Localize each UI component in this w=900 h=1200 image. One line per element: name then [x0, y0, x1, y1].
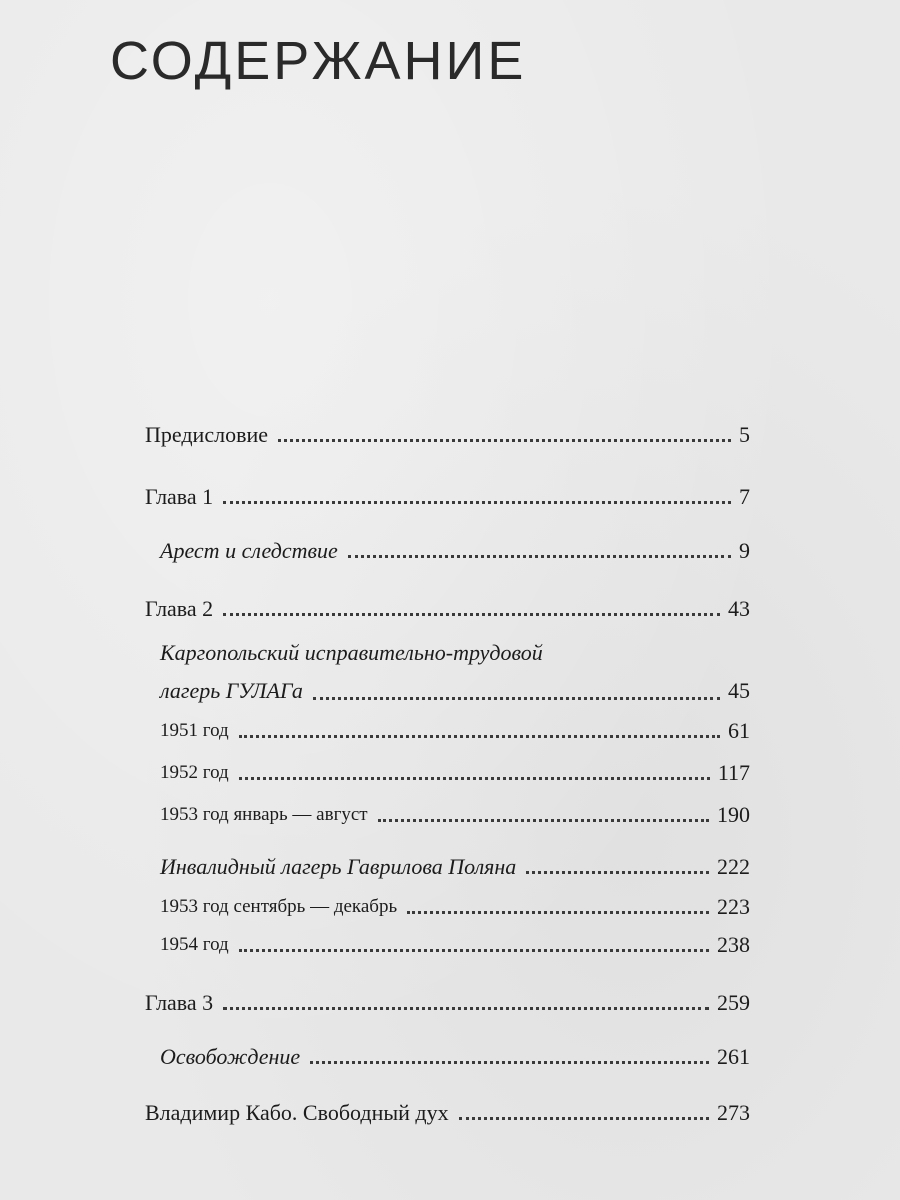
toc-entry-label: 1952 год	[160, 762, 229, 783]
toc-entry-liberation[interactable]	[160, 1034, 750, 1070]
toc-page-number: 273	[717, 1100, 750, 1125]
page-title: СОДЕРЖАНИЕ	[110, 31, 527, 91]
toc-entry-label-line2: лагерь ГУЛАГа	[160, 678, 303, 703]
toc-entry-kargopol[interactable]	[160, 638, 750, 706]
toc-entry-label: Глава 2	[145, 596, 214, 621]
dot-leader	[348, 555, 731, 558]
toc-entry-label-line1: Каргопольский исправительно-трудовой	[160, 640, 543, 665]
toc-entry-chapter-2[interactable]	[145, 586, 750, 622]
toc-entry-preface[interactable]	[145, 412, 750, 448]
toc-page-number: 222	[717, 854, 750, 879]
toc-entry-label: Арест и следствие	[160, 538, 338, 563]
toc-page-number: 45	[728, 678, 750, 703]
toc-entry-kabo[interactable]	[145, 1090, 750, 1126]
toc-entry-1953-sep-dec[interactable]	[160, 884, 750, 920]
toc-entry-label: Глава 1	[145, 484, 214, 509]
toc-page-number: 261	[717, 1044, 750, 1069]
toc-entry-1954[interactable]	[160, 922, 750, 958]
toc-page-number: 190	[717, 802, 750, 827]
toc-entry-gavrilova-polyana[interactable]	[160, 844, 750, 880]
dot-leader	[223, 501, 731, 504]
toc-entry-1951[interactable]	[160, 708, 750, 744]
toc-entry-1953-jan-aug[interactable]	[160, 792, 750, 828]
toc-page-number: 9	[739, 538, 750, 563]
toc-entry-chapter-1[interactable]	[145, 474, 750, 510]
dot-leader	[407, 911, 709, 914]
dot-leader	[223, 1007, 709, 1010]
toc-page-number: 43	[728, 596, 750, 621]
dot-leader	[378, 819, 709, 822]
toc-page-number: 223	[717, 894, 750, 919]
toc-page-number: 259	[717, 990, 750, 1015]
toc-entry-1952[interactable]	[160, 750, 750, 786]
toc-entry-label: Предисловие	[145, 422, 268, 447]
toc-entry-label: Владимир Кабо. Свободный дух	[145, 1100, 449, 1125]
toc-entry-label: Глава 3	[145, 990, 214, 1015]
dot-leader	[239, 777, 710, 780]
dot-leader	[223, 613, 720, 616]
toc-page-number: 5	[739, 422, 750, 447]
toc-page-number: 238	[717, 932, 750, 957]
toc-entry-chapter-3[interactable]	[145, 980, 750, 1016]
toc-entry-arrest[interactable]	[160, 528, 750, 564]
dot-leader	[526, 871, 709, 874]
toc-entry-label: Освобождение	[160, 1044, 301, 1069]
dot-leader	[239, 735, 720, 738]
toc-entry-label: 1953 год сентябрь — декабрь	[160, 896, 398, 917]
dot-leader	[310, 1061, 709, 1064]
toc-page-number: 61	[728, 718, 750, 743]
toc-page-number: 117	[717, 760, 750, 785]
toc-entry-label: 1953 год январь — август	[160, 804, 368, 825]
toc-entry-label: 1954 год	[160, 934, 229, 955]
dot-leader	[313, 697, 720, 700]
toc-page-number: 7	[739, 484, 750, 509]
toc-entry-label: 1951 год	[160, 720, 229, 741]
dot-leader	[278, 439, 731, 442]
toc-entry-label: Инвалидный лагерь Гаврилова Поляна	[160, 854, 517, 879]
dot-leader	[239, 949, 709, 952]
dot-leader	[459, 1117, 709, 1120]
